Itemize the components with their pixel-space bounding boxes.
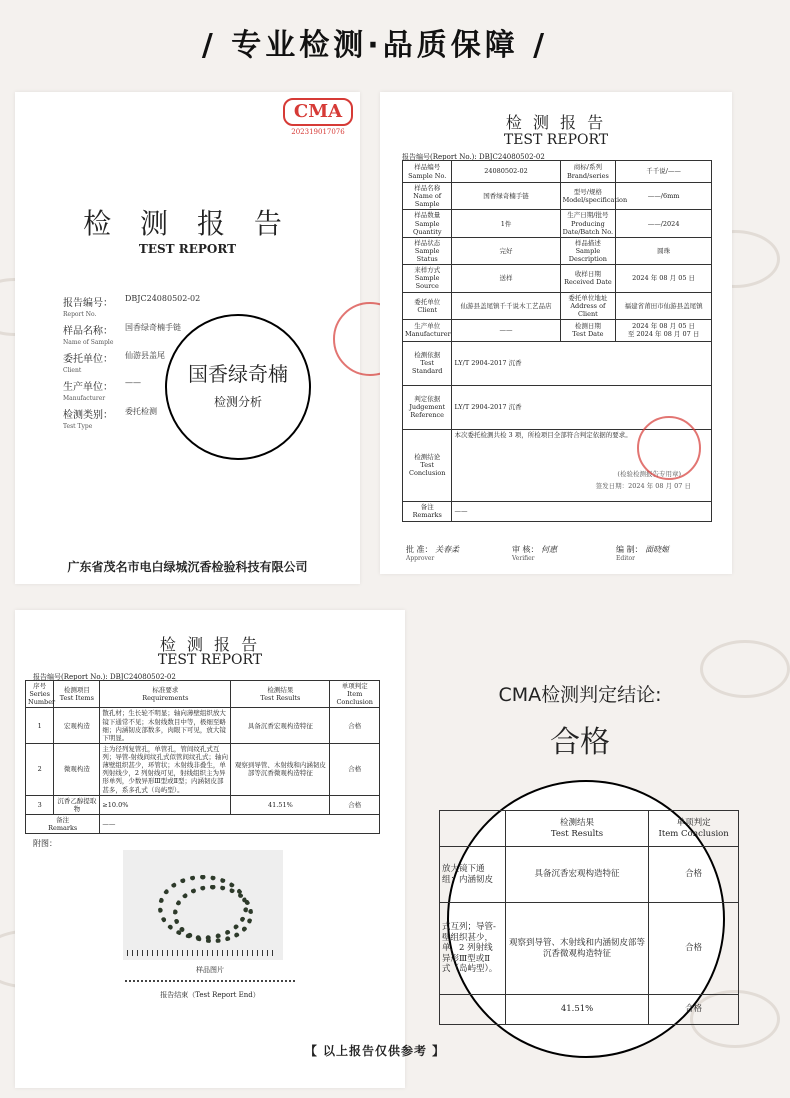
cma-logo: CMA (283, 98, 353, 126)
field-label-en: Name of Sample (63, 339, 114, 346)
conclusion-result: 合格 (550, 725, 610, 760)
info-label: 型号/规格 Model/specification (560, 183, 616, 210)
field-value: DBJC24080502-02 (125, 294, 201, 303)
column-header: 序号 Series Number (26, 681, 54, 708)
verifier-block (512, 544, 557, 562)
field-row (63, 350, 165, 374)
report-issuer: 广东省茂名市电白绿城沉香检验科技有限公司 (67, 560, 308, 574)
zoom-header-conclusion: 单项判定 Item Conclusion (649, 811, 739, 847)
column-header: 标准要求 Requirements (100, 681, 231, 708)
info-value: —— (452, 319, 560, 341)
requirement: 散孔材；生长轮不明显；轴向薄壁组织放大镜下通常不见；木射线数目中等，极细至略细；内涵韧皮部数多，肉眼下可见，放大镜下明显。 (100, 708, 231, 744)
info-label: 委托单位 Client (403, 292, 452, 319)
info-value: 24080502-02 (452, 161, 560, 183)
item-conclusion: 合格 (330, 795, 380, 814)
info-row (403, 183, 712, 210)
zoom-requirement: 放大镜下通 组：内涵韧皮 (440, 847, 506, 903)
column-header: 检测结果 Test Results (231, 681, 330, 708)
approver-signature: 关春柔 (435, 545, 460, 554)
test-item: 沉香乙醇提取物 (54, 795, 100, 814)
remarks-label: 备注 Remarks (403, 501, 452, 521)
editor-label: 编 制： (616, 545, 643, 554)
info-row (403, 265, 712, 292)
zoom-row (440, 847, 739, 903)
editor-signature: 面晓姬 (645, 545, 670, 554)
editor-block (616, 544, 669, 562)
product-badge (165, 314, 311, 460)
zoom-header-spacer (440, 811, 506, 847)
approver-label-en: Approver (406, 555, 435, 562)
conclusion-block (440, 680, 720, 761)
conclusion-stamp-text: (检验检测报告专用章) (617, 469, 681, 478)
info-label: 来样方式 Sample Source (403, 265, 452, 292)
table-row (26, 795, 380, 814)
info-value: 仙游县盖尾镇千千说木工艺品店 (452, 292, 560, 319)
info-label: 样品状态 Sample Status (403, 237, 452, 264)
field-label-en: Client (63, 367, 82, 374)
zoom-conclusion: 合格 (649, 847, 739, 903)
approver-block (406, 544, 459, 562)
verifier-label: 审 核： (512, 545, 539, 554)
info-value: ——/6mm (616, 183, 712, 210)
conclusion-label: 检测结论 Test Conclusion (403, 429, 452, 501)
report-end: 报告结束（Test Report End） (160, 991, 260, 999)
judgement-value: LY/T 2904-2017 沉香 (452, 385, 712, 429)
verifier-label-en: Verifier (512, 555, 535, 562)
conclusion-cell (452, 429, 712, 501)
field-label: 报告编号： (63, 298, 113, 309)
remarks-value: —— (100, 814, 380, 833)
report-results (15, 610, 405, 1088)
field-value: 委托检测 (125, 407, 157, 416)
field-value: 仙游县盖尾 (125, 351, 165, 360)
attachment-label: 附图： (33, 839, 57, 848)
sample-photo (123, 850, 283, 960)
field-label-en: Manufacturer (63, 395, 106, 402)
official-stamp (637, 416, 701, 480)
field-label: 样品名称： (63, 326, 113, 337)
info-label: 检测日期 Test Date (560, 319, 616, 341)
column-header: 单项判定 Item Conclusion (330, 681, 380, 708)
field-row (63, 322, 181, 346)
info-value: 1件 (452, 210, 560, 237)
remarks-value: —— (452, 501, 712, 521)
zoom-row (440, 995, 739, 1025)
photo-caption: 样品图片 (196, 966, 224, 974)
scale-ruler (127, 950, 277, 956)
test-item: 宏观构造 (54, 708, 100, 744)
report-cover (15, 92, 360, 584)
zoom-header-results: 检测结果 Test Results (505, 811, 649, 847)
report-subtitle: TEST REPORT (138, 242, 237, 256)
field-value: —— (125, 378, 141, 387)
magnifier-zoom (442, 780, 729, 1058)
judgement-label: 判定依据 Judgement Reference (403, 385, 452, 429)
info-label: 样品数量 Sample Quantity (403, 210, 452, 237)
series-number: 1 (26, 708, 54, 744)
column-header: 检测项目 Test Items (54, 681, 100, 708)
field-label-en: Report No. (63, 311, 97, 318)
zoom-row (440, 903, 739, 995)
field-row (63, 406, 157, 430)
header-row (26, 681, 380, 708)
series-number: 2 (26, 743, 54, 795)
standard-label: 检测依据 Test Standard (403, 341, 452, 385)
info-value: 2024 年 08 月 05 日 至 2024 年 08 月 07 日 (616, 319, 712, 341)
info-value: 2024 年 08 月 05 日 (616, 265, 712, 292)
info-label: 样品名称 Name of Sample (403, 183, 452, 210)
field-row (63, 378, 141, 402)
conclusion-text: 本次委托检测共检 3 项，所检项目全部符合判定依据的要求。 (454, 430, 632, 439)
report-subtitle: TEST REPORT (157, 652, 263, 668)
issue-date: 签发日期：2024 年 08 月 07 日 (595, 481, 691, 490)
info-label: 委托单位地址 Address of Client (560, 292, 616, 319)
conclusion-title: CMA检测判定结论: (498, 684, 662, 706)
test-result: 41.51% (231, 795, 330, 814)
info-row (403, 292, 712, 319)
info-value: 圆珠 (616, 237, 712, 264)
item-conclusion: 合格 (330, 743, 380, 795)
report-title: 检 测 报 告 (159, 635, 261, 654)
requirement: 主为径列复管孔，单管孔，管间纹孔式互列；导管-射线间纹孔式似管间纹孔式；轴向薄壁组织甚少，环管状；木射线非叠生，单列射线少，2 列射线可见，射线组织主为异形单列，少数异形Ⅲ型或Ⅱ型；内涵韧皮部甚多，系多孔式（岛屿型）。 (100, 743, 231, 795)
results-table (25, 680, 380, 834)
info-label: 商标/系列 Brand/series (560, 161, 616, 183)
report-number: 报告编号(Report No.): DBJC24080502-02 (33, 673, 176, 681)
field-label: 检测类别： (63, 410, 113, 421)
info-label: 收样日期 Received Date (560, 265, 616, 292)
info-label: 样品描述 Sample Description (560, 237, 616, 264)
zoom-conclusion: 合格 (649, 995, 739, 1025)
bead-bracelet (173, 885, 253, 943)
info-value: 送样 (452, 265, 560, 292)
test-result: 观察到导管、木射线和内涵韧皮部等沉香微观构造特征 (231, 743, 330, 795)
table-row (26, 708, 380, 744)
zoom-conclusion: 合格 (649, 903, 739, 995)
remarks-label: 备注 Remarks (26, 814, 100, 833)
field-label: 生产单位： (63, 382, 113, 393)
zoom-requirement (440, 995, 506, 1025)
field-row (63, 294, 201, 318)
info-value: 完好 (452, 237, 560, 264)
info-value: 国香绿奇楠手链 (452, 183, 560, 210)
zoom-table (439, 810, 739, 1025)
zoom-result: 观察到导管、木射线和内涵韧皮部等沉香微观构造特征 (505, 903, 649, 995)
info-label: 生产单位 Manufacturer (403, 319, 452, 341)
info-row (403, 210, 712, 237)
cma-mark (283, 98, 353, 138)
verifier-signature: 何惠 (541, 545, 558, 554)
report-title: 检 测 报 告 (505, 113, 607, 132)
series-number: 3 (26, 795, 54, 814)
editor-label-en: Editor (616, 555, 636, 562)
info-row (403, 161, 712, 183)
badge-subtitle: 检测分析 (213, 395, 262, 409)
requirement: ≥10.0% (100, 795, 231, 814)
sample-info-table (402, 160, 712, 522)
test-result: 具备沉香宏观构造特征 (231, 708, 330, 744)
report-subtitle: TEST REPORT (503, 132, 609, 148)
info-row (403, 237, 712, 264)
info-row (403, 319, 712, 341)
info-value: 福建省莆田市仙游县盖尾镇 (616, 292, 712, 319)
page-banner: / 专业检测·品质保障 / (201, 28, 549, 63)
item-conclusion: 合格 (330, 708, 380, 744)
test-item: 微观构造 (54, 743, 100, 795)
zoom-result: 41.51% (505, 995, 649, 1025)
standard-value: LY/T 2904-2017 沉香 (452, 341, 712, 385)
field-label: 委托单位： (63, 354, 113, 365)
field-value: 国香绿奇楠手链 (125, 323, 181, 332)
report-number: 报告编号(Report No.): DBJC24080502-02 (402, 153, 545, 161)
end-divider (125, 980, 295, 982)
info-value: 千千说/—— (616, 161, 712, 183)
zoom-result: 具备沉香宏观构造特征 (505, 847, 649, 903)
report-details (380, 92, 732, 574)
info-label: 样品编号 Sample No. (403, 161, 452, 183)
report-title: 检 测 报 告 (83, 207, 292, 240)
zoom-requirement: 式互列；导管- 壁组织甚少， 单，2 列射线 异形Ⅲ型或Ⅱ 式（岛屿型）。 (440, 903, 506, 995)
cma-number: 202319017076 (291, 128, 345, 136)
info-label: 生产日期/批号 Producing Date/Batch No. (560, 210, 616, 237)
info-value: ——/2024 (616, 210, 712, 237)
field-label-en: Test Type (63, 423, 93, 430)
approver-label: 批 准： (406, 545, 433, 554)
table-row (26, 743, 380, 795)
reference-note: 【 以上报告仅供参考 】 (304, 1044, 446, 1058)
badge-title: 国香绿奇楠 (188, 362, 288, 386)
